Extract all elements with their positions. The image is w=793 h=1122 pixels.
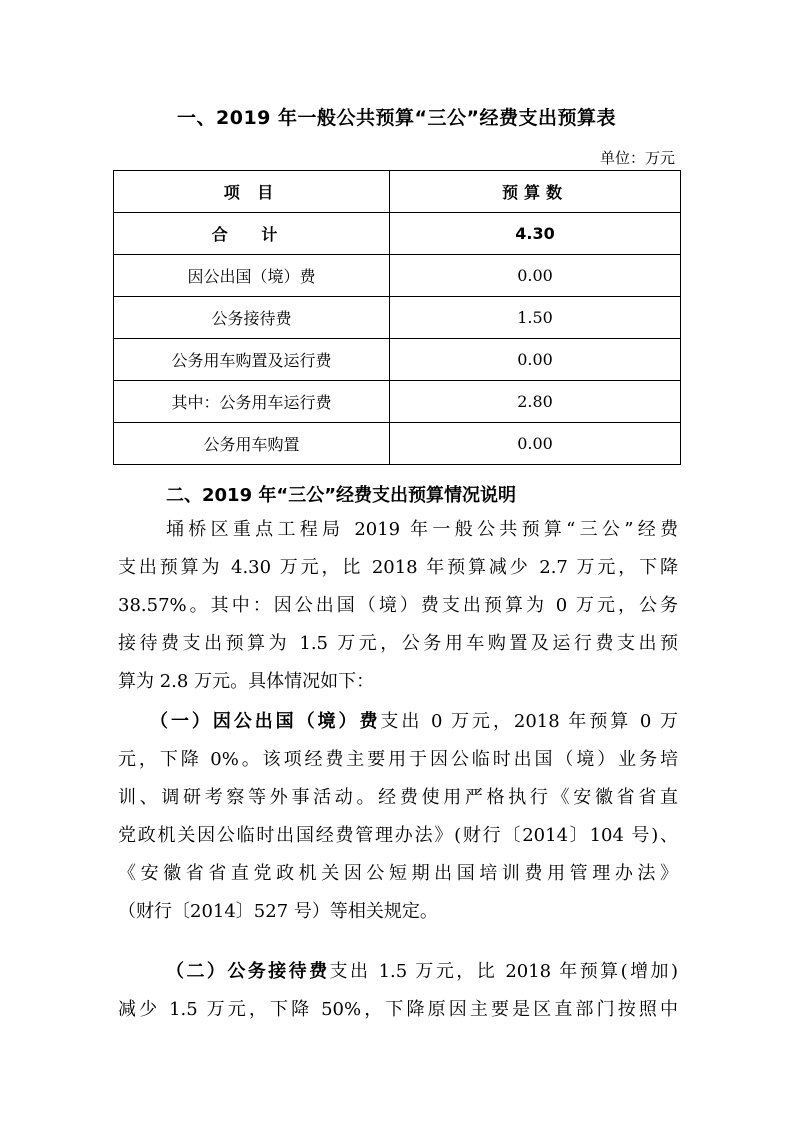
row-item: 公务用车购置 (114, 423, 390, 465)
row-item: 因公出国（境）费 (114, 255, 390, 297)
paragraph-line: 《安徽省省直党政机关因公短期出国培训费用管理办法》 (118, 863, 678, 884)
header-item: 项 目 (114, 171, 390, 213)
row-value: 0.00 (390, 339, 681, 381)
budget-table (113, 170, 681, 465)
table-header-row (114, 171, 681, 213)
table-row (114, 381, 681, 423)
item2-heading: （二）公务接待费 (166, 961, 330, 982)
row-item: 公务用车购置及运行费 (114, 339, 390, 381)
table-row (114, 255, 681, 297)
table-title: 一、2019 年一般公共预算“三公”经费支出预算表 (177, 107, 616, 129)
paragraph-line: 党政机关因公临时出国经费管理办法》(财行〔2014〕104 号)、 (118, 825, 678, 846)
paragraph-line: 埇桥区重点工程局 2019 年一般公共预算“三公”经费 (166, 519, 678, 540)
paragraph-line: （财行〔2014〕527 号）等相关规定。 (118, 901, 438, 922)
row-item: 公务接待费 (114, 297, 390, 339)
table-row (114, 423, 681, 465)
paragraph-line: 算为 2.8 万元。具体情况如下： (118, 671, 375, 692)
row-item: 合 计 (114, 213, 390, 255)
paragraph-line (150, 703, 678, 741)
table-row (114, 297, 681, 339)
paragraph-line (166, 953, 678, 991)
row-value: 1.50 (390, 297, 681, 339)
item1-heading: （一）因公出国（境）费 (150, 711, 381, 732)
section-heading: 二、2019 年“三公”经费支出预算情况说明 (166, 485, 517, 506)
row-item: 其中：公务用车运行费 (114, 381, 390, 423)
unit-label: 单位：万元 (599, 149, 675, 167)
paragraph-line: 训、调研考察等外事活动。经费使用严格执行《安徽省省直 (118, 787, 678, 808)
row-value: 2.80 (390, 381, 681, 423)
table-row (114, 339, 681, 381)
header-value: 预算数 (390, 171, 681, 213)
row-value: 4.30 (390, 213, 681, 255)
row-value: 0.00 (390, 423, 681, 465)
paragraph-line: 支出预算为 4.30 万元，比 2018 年预算减少 2.7 万元，下降 (118, 557, 678, 578)
table-row-total (114, 213, 681, 255)
item1-text: 支出 0 万元，2018 年预算 0 万 (380, 711, 678, 732)
item2-text: 支出 1.5 万元，比 2018 年预算(增加) (329, 961, 678, 982)
paragraph-line: 元，下降 0%。该项经费主要用于因公临时出国（境）业务培 (118, 749, 678, 770)
paragraph-line: 减少 1.5 万元，下降 50%，下降原因主要是区直部门按照中 (118, 999, 678, 1020)
row-value: 0.00 (390, 255, 681, 297)
paragraph-line: 接待费支出预算为 1.5 万元，公务用车购置及运行费支出预 (118, 633, 678, 654)
paragraph-line: 38.57%。其中：因公出国（境）费支出预算为 0 万元，公务 (118, 595, 678, 616)
